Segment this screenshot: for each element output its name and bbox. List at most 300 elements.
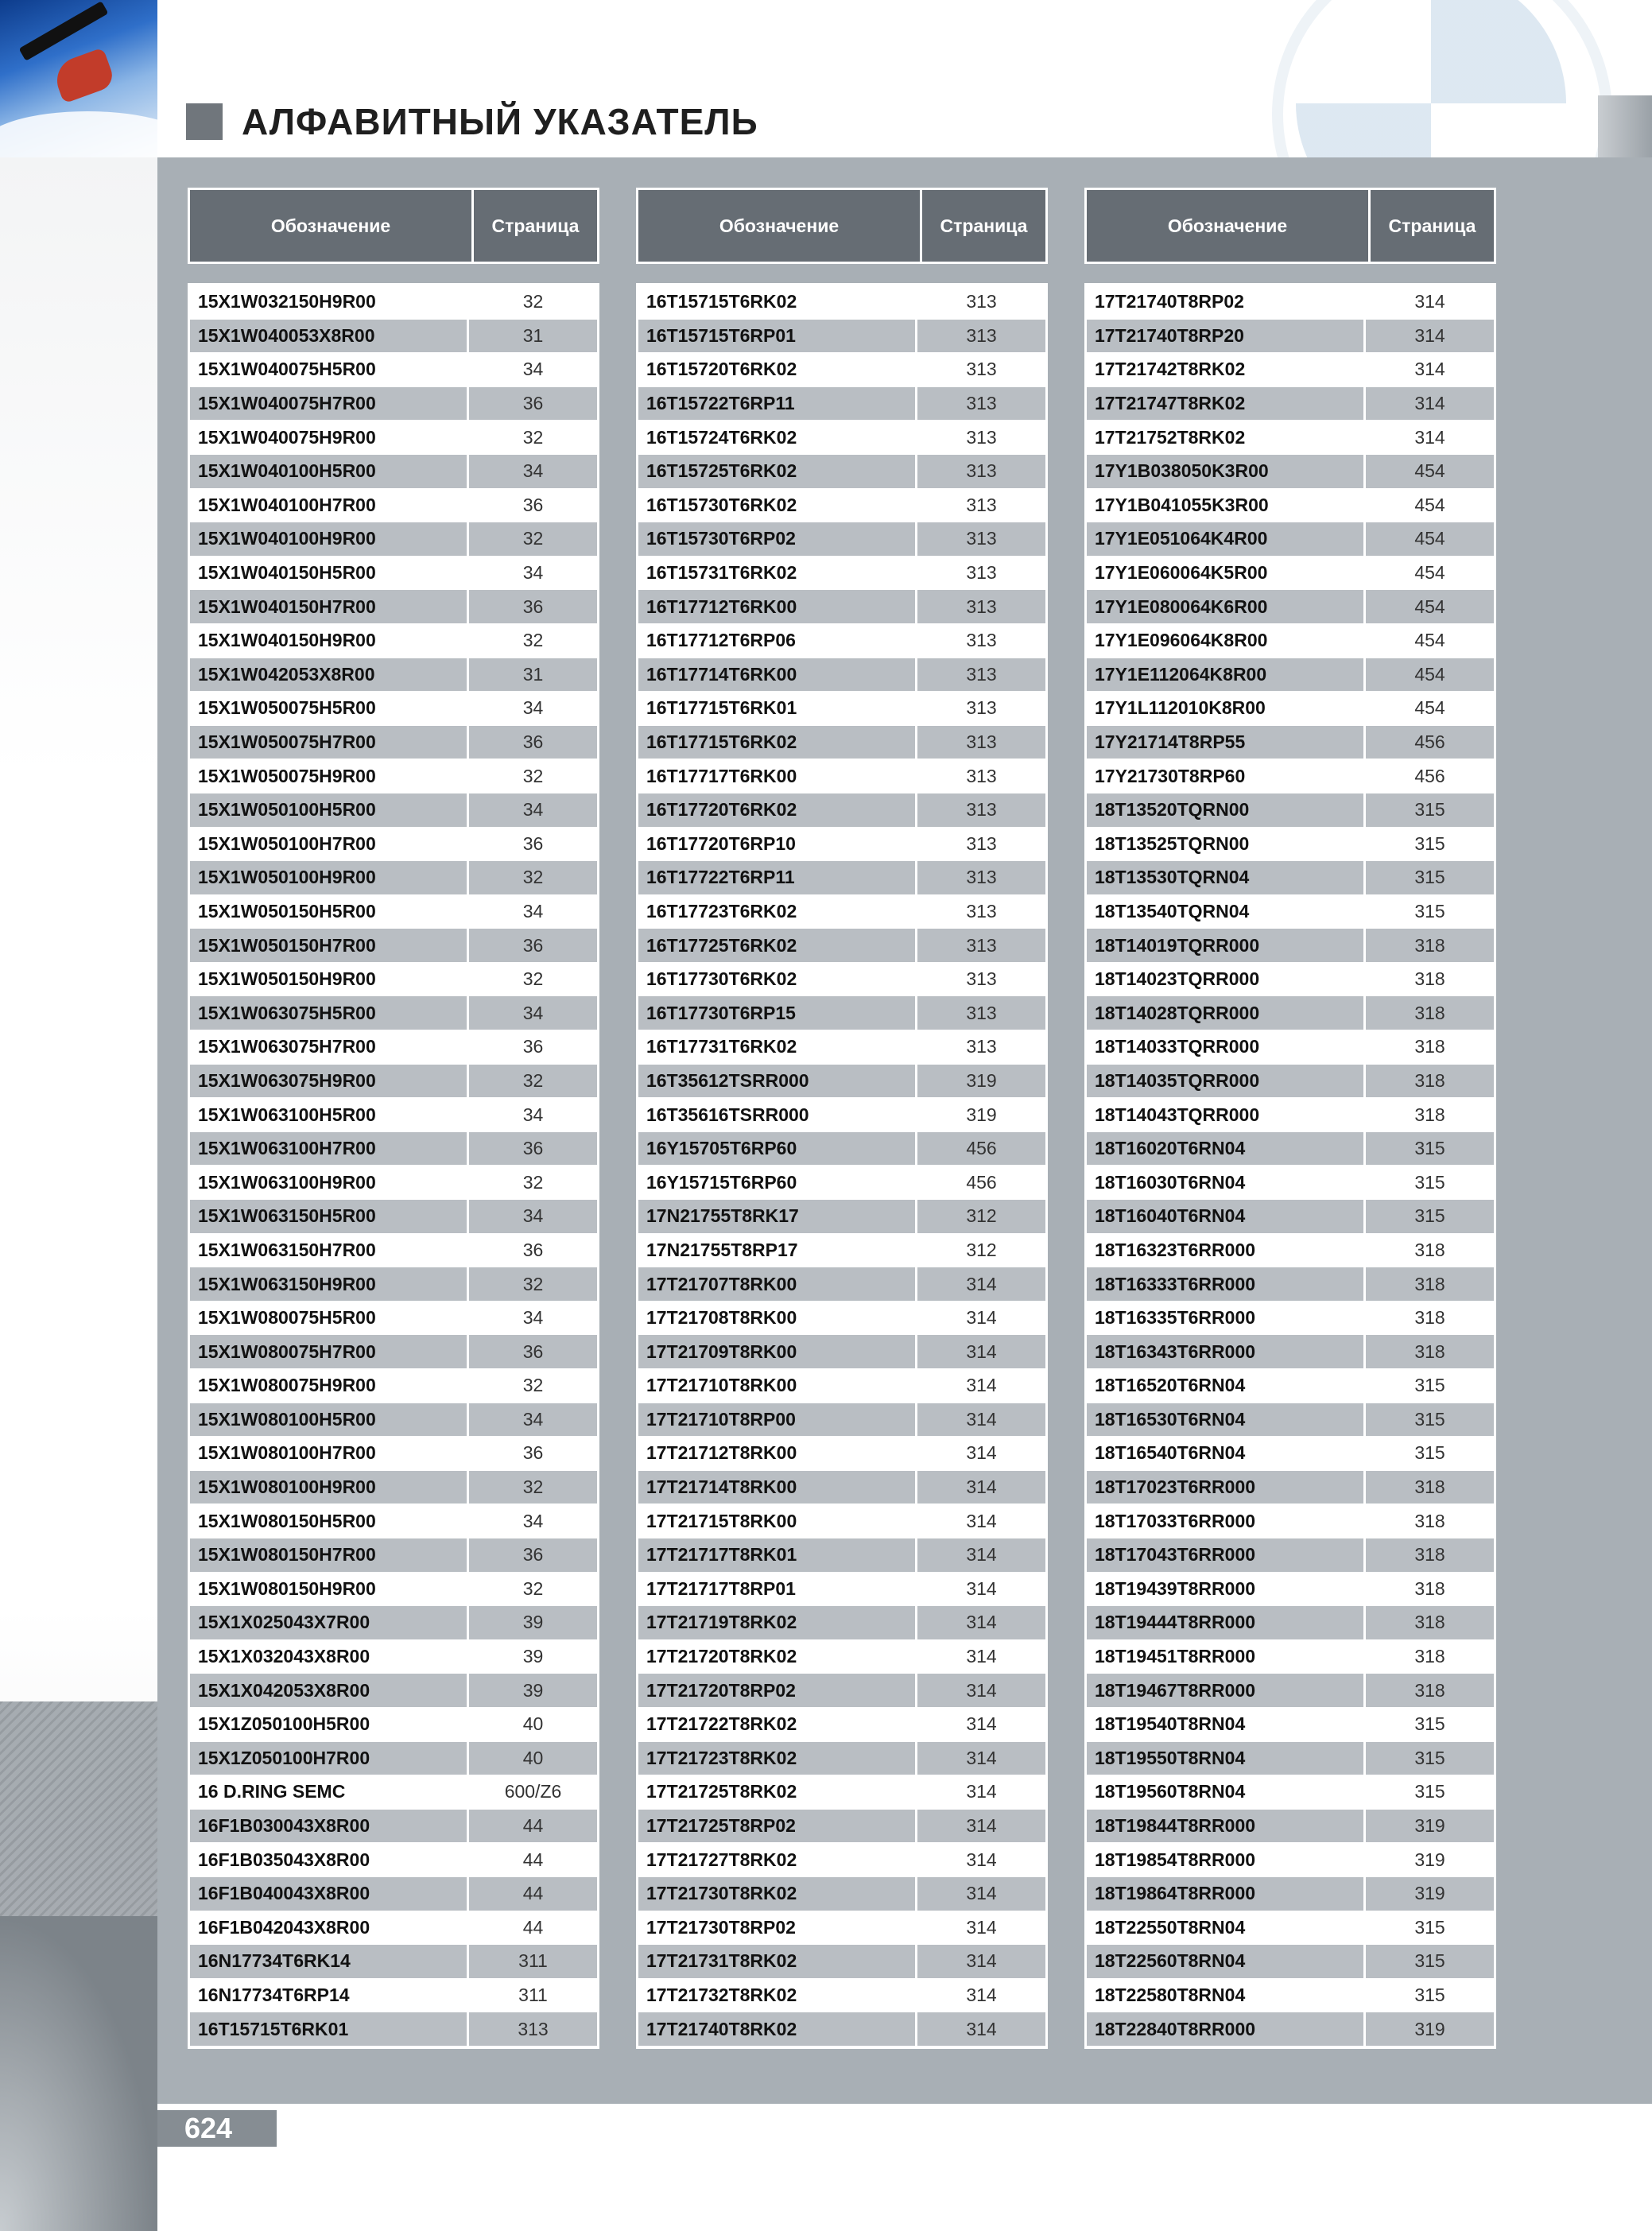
table-row: [638, 1775, 1045, 1810]
page-ref: 39: [522, 1612, 544, 1633]
page-ref: 32: [522, 1476, 544, 1498]
table-row: [190, 1200, 597, 1234]
page-ref: 314: [966, 1781, 997, 1802]
part-code: 17T21752T8RK02: [1087, 421, 1366, 454]
table-row: [638, 1234, 1045, 1268]
page-ref: 318: [1414, 934, 1445, 956]
page-ref: 313: [966, 799, 997, 821]
page-ref: 318: [1414, 1002, 1445, 1023]
part-code: 18T14019TQRR000: [1087, 929, 1366, 962]
table-row: [638, 1267, 1045, 1302]
part-code: 17N21755T8RK17: [638, 1200, 917, 1233]
table-row: [638, 1877, 1045, 1911]
header-page: Страница: [1371, 190, 1494, 262]
table-row: [1087, 1742, 1494, 1776]
part-code: 18T14035TQRR000: [1087, 1065, 1366, 1098]
corner-photo: [0, 0, 157, 157]
page-ref: 34: [522, 1002, 544, 1023]
index-table-1: [188, 188, 599, 2049]
table-row: [1087, 590, 1494, 624]
part-code: 16T15720T6RK02: [638, 353, 917, 386]
page-ref: 315: [1414, 1781, 1445, 1802]
part-code: 18T14033TQRR000: [1087, 1030, 1366, 1064]
table-row: [190, 1098, 597, 1132]
part-code: 15X1X032043X8R00: [190, 1640, 469, 1674]
page-ref: 36: [522, 494, 544, 515]
part-code: 16T17720T6RK02: [638, 793, 917, 827]
table-row: [190, 1877, 597, 1911]
table-row: [638, 1437, 1045, 1471]
page-ref: 314: [1414, 291, 1445, 312]
page-ref: 314: [1414, 393, 1445, 414]
table-row: [638, 895, 1045, 929]
page-ref: 32: [522, 968, 544, 990]
page-ref: 314: [966, 1307, 997, 1329]
page-ref: 318: [1414, 1679, 1445, 1701]
part-code: 15X1W063100H7R00: [190, 1132, 469, 1166]
page-ref: 314: [966, 1849, 997, 1870]
table-row: [190, 658, 597, 693]
page-ref: 36: [522, 596, 544, 617]
table-row: [190, 1234, 597, 1268]
page-ref: 34: [522, 1510, 544, 1531]
part-code: 17Y21730T8RP60: [1087, 759, 1366, 793]
page-ref: 313: [966, 663, 997, 685]
table-row: [638, 1504, 1045, 1538]
part-code: 15X1W040075H7R00: [190, 387, 469, 421]
table-row: [1087, 1674, 1494, 1708]
page-ref: 32: [522, 765, 544, 786]
table-row: [638, 1674, 1045, 1708]
part-code: 16T17730T6RP15: [638, 996, 917, 1030]
page-ref: 313: [518, 2018, 549, 2039]
table-row: [638, 759, 1045, 793]
page-ref: 314: [966, 1713, 997, 1735]
table-row: [638, 996, 1045, 1030]
part-code: 16N17734T6RP14: [190, 1979, 469, 2012]
table-row: [638, 421, 1045, 455]
part-code: 18T22550T8RN04: [1087, 1911, 1366, 1945]
page-ref: 313: [966, 697, 997, 719]
table-row: [1087, 1538, 1494, 1573]
page-ref: 36: [522, 832, 544, 854]
table-row: [190, 387, 597, 421]
part-code: 18T19439T8RR000: [1087, 1573, 1366, 1606]
page-ref: 314: [966, 1341, 997, 1362]
part-code: 18T19864T8RR000: [1087, 1877, 1366, 1911]
page-ref: 315: [1414, 1984, 1445, 2005]
page-ref: 36: [522, 731, 544, 753]
page-ref: 34: [522, 1408, 544, 1430]
page-ref: 32: [522, 1273, 544, 1294]
part-code: 17T21720T8RK02: [638, 1640, 917, 1674]
table-row: [190, 421, 597, 455]
part-code: 15X1W063150H7R00: [190, 1234, 469, 1267]
page-ref: 313: [966, 528, 997, 549]
part-code: 16T15715T6RK01: [190, 2012, 469, 2046]
part-code: 17T21731T8RK02: [638, 1945, 917, 1978]
part-code: 17T21742T8RK02: [1087, 353, 1366, 386]
table-row: [190, 320, 597, 354]
page-ref: 318: [1414, 1069, 1445, 1091]
table-row: [1087, 1234, 1494, 1268]
part-code: 16T15722T6RP11: [638, 387, 917, 421]
part-code: 16F1B030043X8R00: [190, 1810, 469, 1843]
table-row: [190, 590, 597, 624]
table-row: [190, 624, 597, 658]
page-ref: 315: [1414, 1916, 1445, 1938]
page-ref: 314: [966, 1273, 997, 1294]
table-row: [1087, 1065, 1494, 1099]
part-code: 16T15715T6RP01: [638, 320, 917, 353]
page-ref: 318: [1414, 1510, 1445, 1531]
part-code: 15X1W040053X8R00: [190, 320, 469, 353]
table-row: [638, 2012, 1045, 2047]
table-row: [638, 1166, 1045, 1200]
page-ref: 40: [522, 1747, 544, 1768]
table-row: [190, 1437, 597, 1471]
header-page: Страница: [922, 190, 1045, 262]
part-code: 16Y15715T6RP60: [638, 1166, 917, 1199]
part-code: 17T21740T8RP20: [1087, 320, 1366, 353]
table-row: [638, 658, 1045, 693]
page-title: АЛФАВИТНЫЙ УКАЗАТЕЛЬ: [242, 101, 758, 142]
page-ref: 314: [966, 1883, 997, 1904]
table-row: [1087, 320, 1494, 354]
part-code: 15X1W080075H9R00: [190, 1369, 469, 1403]
table-row: [190, 1403, 597, 1438]
page-ref: 313: [966, 765, 997, 786]
table-body: [636, 283, 1048, 2049]
page-ref: 454: [1414, 562, 1445, 584]
part-code: 17Y1B041055K3R00: [1087, 489, 1366, 522]
part-code: 17T21719T8RK02: [638, 1606, 917, 1639]
part-code: 16N17734T6RK14: [190, 1945, 469, 1978]
table-header: [188, 188, 599, 264]
page-ref: 318: [1414, 1239, 1445, 1260]
table-row: [1087, 285, 1494, 320]
part-code: 15X1W063150H5R00: [190, 1200, 469, 1233]
page-ref: 318: [1414, 1476, 1445, 1498]
page-ref: 600/Z6: [504, 1781, 562, 1802]
table-row: [190, 557, 597, 591]
part-code: 16T17725T6RK02: [638, 929, 917, 962]
part-code: 16T17715T6RK01: [638, 692, 917, 725]
part-code: 15X1W040100H7R00: [190, 489, 469, 522]
table-row: [190, 963, 597, 997]
table-row: [638, 828, 1045, 862]
page-ref: 314: [966, 2018, 997, 2039]
page-ref: 319: [1414, 1849, 1445, 1870]
table-row: [638, 353, 1045, 387]
part-code: 18T13520TQRN00: [1087, 793, 1366, 827]
table-row: [1087, 692, 1494, 726]
table-row: [638, 1640, 1045, 1674]
page-ref: 44: [522, 1815, 544, 1837]
part-code: 17Y21714T8RP55: [1087, 726, 1366, 759]
part-code: 16F1B042043X8R00: [190, 1911, 469, 1945]
part-code: 18T19560T8RN04: [1087, 1775, 1366, 1809]
page-ref: 456: [966, 1138, 997, 1159]
table-row: [638, 1098, 1045, 1132]
part-code: 16T17730T6RK02: [638, 963, 917, 996]
table-row: [1087, 557, 1494, 591]
part-code: 16T15731T6RK02: [638, 557, 917, 590]
page-ref: 36: [522, 934, 544, 956]
page-ref: 454: [1414, 630, 1445, 651]
part-code: 17T21708T8RK00: [638, 1302, 917, 1335]
table-row: [638, 1708, 1045, 1742]
table-row: [1087, 624, 1494, 658]
page-ref: 313: [966, 934, 997, 956]
table-row: [638, 1843, 1045, 1877]
part-code: 17T21725T8RK02: [638, 1775, 917, 1809]
header-code: Обозначение: [638, 190, 920, 262]
part-code: 16T15724T6RK02: [638, 421, 917, 454]
part-code: 17T21717T8RK01: [638, 1538, 917, 1572]
part-code: 16T17731T6RK02: [638, 1030, 917, 1064]
table-header: [636, 188, 1048, 264]
part-code: 17Y1E060064K5R00: [1087, 557, 1366, 590]
part-code: 18T17033T6RR000: [1087, 1504, 1366, 1538]
page-ref: 313: [966, 426, 997, 448]
table-row: [638, 285, 1045, 320]
table-row: [1087, 353, 1494, 387]
table-row: [190, 522, 597, 557]
page-ref: 36: [522, 1239, 544, 1260]
page-ref: 32: [522, 1069, 544, 1091]
table-row: [1087, 387, 1494, 421]
part-code: 18T19844T8RR000: [1087, 1810, 1366, 1843]
page-ref: 314: [966, 1815, 997, 1837]
page-ref: 315: [1414, 1138, 1445, 1159]
table-row: [1087, 1335, 1494, 1369]
table-row: [1087, 489, 1494, 523]
part-code: 15X1W050100H7R00: [190, 828, 469, 861]
table-row: [190, 1471, 597, 1505]
table-row: [1087, 1606, 1494, 1640]
part-code: 17Y1L112010K8R00: [1087, 692, 1366, 725]
table-row: [638, 1573, 1045, 1607]
page-ref: 315: [1414, 900, 1445, 922]
table-row: [190, 353, 597, 387]
page-ref: 318: [1414, 968, 1445, 990]
page-ref: 32: [522, 867, 544, 888]
page-ref: 44: [522, 1883, 544, 1904]
page-ref: 318: [1414, 1544, 1445, 1566]
part-code: 17T21712T8RK00: [638, 1437, 917, 1470]
table-row: [638, 1335, 1045, 1369]
part-code: 16T15715T6RK02: [638, 285, 917, 319]
page-ref: 34: [522, 697, 544, 719]
page-ref: 36: [522, 1341, 544, 1362]
page-ref: 318: [1414, 1036, 1445, 1057]
page-ref: 314: [1414, 324, 1445, 346]
part-code: 18T19467T8RR000: [1087, 1674, 1366, 1707]
table-row: [1087, 1775, 1494, 1810]
page-number: 624: [184, 2112, 233, 2144]
part-code: 15X1W040075H5R00: [190, 353, 469, 386]
page-ref: 32: [522, 1375, 544, 1396]
table-row: [638, 489, 1045, 523]
part-code: 15X1W050150H5R00: [190, 895, 469, 929]
table-row: [638, 726, 1045, 760]
part-code: 18T17023T6RR000: [1087, 1471, 1366, 1504]
table-row: [1087, 996, 1494, 1030]
page-ref: 318: [1414, 1273, 1445, 1294]
table-row: [190, 1775, 597, 1810]
title-marker: [186, 103, 223, 140]
table-row: [190, 1708, 597, 1742]
part-code: 16T17723T6RK02: [638, 895, 917, 929]
table-row: [638, 1403, 1045, 1438]
page-ref: 314: [966, 1612, 997, 1633]
page-ref: 32: [522, 291, 544, 312]
page-ref: 44: [522, 1916, 544, 1938]
table-row: [638, 1810, 1045, 1844]
page-ref: 36: [522, 1442, 544, 1464]
page-ref: 34: [522, 799, 544, 821]
table-row: [190, 1911, 597, 1946]
page-ref: 34: [522, 562, 544, 584]
table-row: [1087, 1843, 1494, 1877]
page-ref: 454: [1414, 494, 1445, 515]
page-ref: 319: [1414, 2018, 1445, 2039]
part-code: 16T17722T6RP11: [638, 861, 917, 894]
table-row: [190, 1742, 597, 1776]
page-ref: 314: [966, 1679, 997, 1701]
part-code: 15X1W050075H7R00: [190, 726, 469, 759]
table-row: [1087, 1132, 1494, 1166]
table-row: [1087, 1403, 1494, 1438]
part-code: 15X1W050075H9R00: [190, 759, 469, 793]
page-ref: 313: [966, 494, 997, 515]
part-code: 15X1W040150H5R00: [190, 557, 469, 590]
page-ref: 311: [518, 1984, 548, 2005]
table-row: [1087, 658, 1494, 693]
part-code: 18T17043T6RR000: [1087, 1538, 1366, 1572]
page-ref: 313: [966, 731, 997, 753]
table-row: [1087, 1302, 1494, 1336]
page-ref: 313: [966, 968, 997, 990]
part-code: 17T21732T8RK02: [638, 1979, 917, 2012]
page-ref: 315: [1414, 1408, 1445, 1430]
table-row: [1087, 1640, 1494, 1674]
part-code: 17T21720T8RP02: [638, 1674, 917, 1707]
part-code: 15X1W080100H5R00: [190, 1403, 469, 1437]
part-code: 18T19444T8RR000: [1087, 1606, 1366, 1639]
page-ref: 454: [1414, 596, 1445, 617]
page-ref: 454: [1414, 528, 1445, 549]
part-code: 18T19451T8RR000: [1087, 1640, 1366, 1674]
table-row: [638, 455, 1045, 489]
table-row: [1087, 1945, 1494, 1979]
part-code: 15X1W050150H7R00: [190, 929, 469, 962]
page-ref: 313: [966, 324, 997, 346]
page-ref: 32: [522, 630, 544, 651]
page-ref: 314: [966, 1577, 997, 1599]
part-code: 16Y15705T6RP60: [638, 1132, 917, 1166]
table-row: [190, 759, 597, 793]
table-row: [638, 387, 1045, 421]
page-ref: 312: [966, 1239, 997, 1260]
table-row: [190, 489, 597, 523]
part-code: 17T21715T8RK00: [638, 1504, 917, 1538]
part-code: 15X1W050100H9R00: [190, 861, 469, 894]
table-row: [1087, 1166, 1494, 1200]
page-ref: 34: [522, 359, 544, 380]
table-row: [638, 1302, 1045, 1336]
part-code: 18T19854T8RR000: [1087, 1843, 1366, 1876]
table-row: [190, 1606, 597, 1640]
table-row: [638, 1538, 1045, 1573]
table-row: [638, 963, 1045, 997]
page-ref: 314: [966, 1408, 997, 1430]
table-row: [1087, 1369, 1494, 1403]
part-code: 17T21722T8RK02: [638, 1708, 917, 1741]
page-ref: 319: [966, 1104, 997, 1125]
page-ref: 315: [1414, 1171, 1445, 1193]
part-code: 16T17714T6RK00: [638, 658, 917, 692]
part-code: 15X1W040100H5R00: [190, 455, 469, 488]
page-ref: 314: [966, 1984, 997, 2005]
table-row: [190, 1640, 597, 1674]
page-ref: 34: [522, 1104, 544, 1125]
table-row: [638, 1945, 1045, 1979]
table-row: [1087, 1437, 1494, 1471]
part-code: 17T21727T8RK02: [638, 1843, 917, 1876]
part-code: 15X1X042053X8R00: [190, 1674, 469, 1707]
table-row: [1087, 1200, 1494, 1234]
part-code: 15X1W063150H9R00: [190, 1267, 469, 1301]
page-ref: 313: [966, 900, 997, 922]
page-ref: 311: [518, 1950, 548, 1972]
table-header: [1084, 188, 1496, 264]
part-code: 16F1B035043X8R00: [190, 1843, 469, 1876]
table-row: [190, 895, 597, 929]
page-ref: 314: [966, 1646, 997, 1667]
part-code: 15X1W063075H7R00: [190, 1030, 469, 1064]
table-row: [1087, 455, 1494, 489]
part-code: 16T17717T6RK00: [638, 759, 917, 793]
table-row: [638, 1030, 1045, 1065]
page-ref: 456: [1414, 765, 1445, 786]
page-ref: 314: [966, 1442, 997, 1464]
table-row: [638, 624, 1045, 658]
part-code: 18T16343T6RR000: [1087, 1335, 1366, 1368]
page-ref: 34: [522, 1307, 544, 1329]
page-ref: 314: [966, 1544, 997, 1566]
page-ref: 319: [966, 1069, 997, 1091]
part-code: 18T16335T6RR000: [1087, 1302, 1366, 1335]
part-code: 15X1W080075H5R00: [190, 1302, 469, 1335]
table-row: [190, 692, 597, 726]
page-ref: 315: [1414, 1950, 1445, 1972]
page-ref: 318: [1414, 1341, 1445, 1362]
table-row: [638, 1132, 1045, 1166]
page-ref: 314: [966, 1747, 997, 1768]
table-row: [638, 692, 1045, 726]
page-ref: 313: [966, 832, 997, 854]
table-row: [190, 828, 597, 862]
page-ref: 318: [1414, 1307, 1445, 1329]
page-ref: 315: [1414, 1442, 1445, 1464]
part-code: 18T16040T6RN04: [1087, 1200, 1366, 1233]
part-code: 15X1Z050100H7R00: [190, 1742, 469, 1775]
table-row: [638, 1200, 1045, 1234]
table-body: [188, 283, 599, 2049]
part-code: 18T22580T8RN04: [1087, 1979, 1366, 2012]
